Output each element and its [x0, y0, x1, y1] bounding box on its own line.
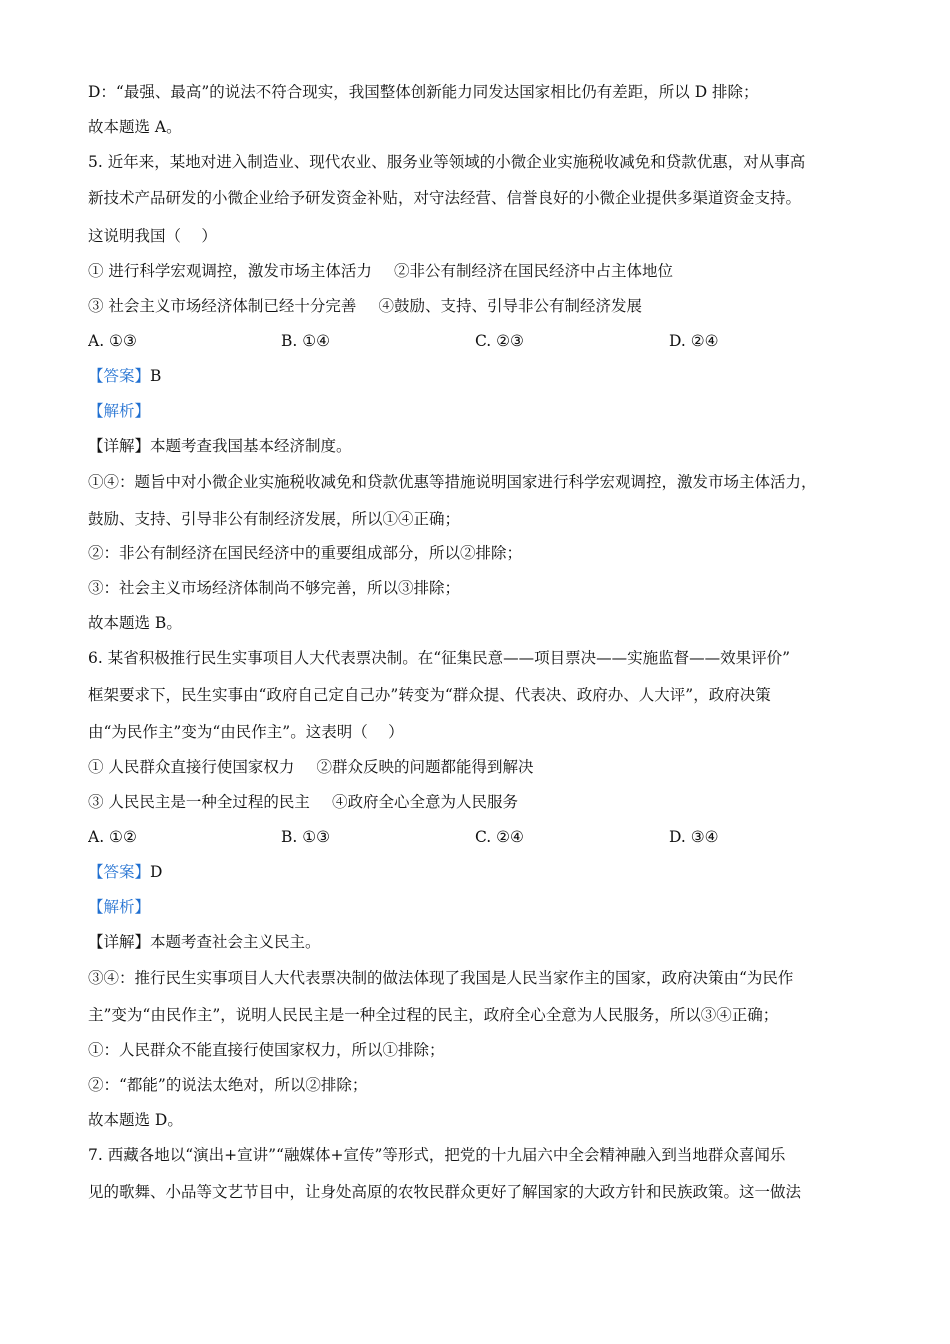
q5-statements-3-4 — [88, 294, 868, 318]
q6-statement-2: ②群众反映的问题都能得到解决 — [316, 758, 534, 776]
q6-conclusion: 故本题选 D。 — [88, 1111, 183, 1129]
q5-option-b: B. ①④ — [281, 332, 331, 350]
q6-stem-line-1: 6. 某省积极推行民生实事项目人大代表票决制。在“征集民意——项目票决——实施监督——效果评价” — [88, 649, 791, 667]
q5-statement-4: ④鼓励、支持、引导非公有制经济发展 — [378, 297, 642, 315]
q6-detail-3: 主”变为“由民作主”，说明人民民主是一种全过程的民主，政府全心全意为人民服务，所以③④正确； — [88, 1006, 779, 1024]
q5-stem-line-2: 新技术产品研发的小微企业给予研发资金补贴，对守法经营、信誉良好的小微企业提供多渠道资金支持。 — [88, 189, 802, 207]
q5-detail-5: ③：社会主义市场经济体制尚不够完善，所以③排除； — [88, 579, 461, 597]
q6-detail-5: ②：“都能”的说法太绝对，所以②排除； — [88, 1076, 368, 1094]
q5-conclusion: 故本题选 B。 — [88, 614, 182, 632]
q5-answer — [88, 364, 868, 388]
q5-detail-4: ②：非公有制经济在国民经济中的重要组成部分，所以②排除； — [88, 544, 523, 562]
q5-stem-line-3: 这说明我国（ ） — [88, 227, 217, 245]
prev-conclusion: 故本题选 A。 — [88, 118, 182, 136]
q5-option-c: C. ②③ — [475, 332, 524, 350]
q6-stem-line-2: 框架要求下，民生实事由“政府自己定自己办”转变为“群众提、代表决、政府办、人大评”，政府决策 — [88, 686, 771, 704]
q5-answer-value: B — [150, 367, 162, 385]
q6-answer-tag: 【答案】 — [88, 863, 151, 881]
q6-option-b: B. ①③ — [281, 828, 331, 846]
q5-answer-tag: 【答案】 — [88, 367, 151, 385]
q5-option-d: D. ②④ — [669, 332, 719, 350]
q5-statements-1-2 — [88, 259, 868, 283]
q5-stem-line-1: 5. 近年来，某地对进入制造业、现代农业、服务业等领域的小微企业实施税收减免和贷款优惠，对从事高 — [88, 153, 806, 171]
q6-analysis-tag: 【解析】 — [88, 898, 151, 916]
q6-statement-4: ④政府全心全意为人民服务 — [331, 793, 518, 811]
q5-statement-1: ① 进行科学宏观调控，激发市场主体活力 — [88, 262, 372, 280]
q6-statement-1: ① 人民群众直接行使国家权力 — [88, 758, 295, 776]
q5-option-a: A. ①③ — [88, 332, 137, 350]
q6-options — [88, 825, 868, 849]
q6-answer — [88, 860, 868, 884]
q5-detail-2: ①④：题旨中对小微企业实施税收减免和贷款优惠等措施说明国家进行科学宏观调控，激发市场主体活力， — [88, 473, 817, 491]
q5-statement-2: ②非公有制经济在国民经济中占主体地位 — [393, 262, 673, 280]
q7-stem-line-2: 见的歌舞、小品等文艺节目中，让身处高原的农牧民群众更好了解国家的大政方针和民族政策。这一做法 — [88, 1183, 802, 1201]
q6-stem-line-3: 由“为民作主”变为“由民作主”。这表明（ ） — [88, 723, 404, 741]
q6-option-d: D. ③④ — [669, 828, 719, 846]
q6-option-a: A. ①② — [88, 828, 137, 846]
q6-detail-4: ①：人民群众不能直接行使国家权力，所以①排除； — [88, 1041, 445, 1059]
prev-option-d-explanation: D：“最强、最高”的说法不符合现实，我国整体创新能力同发达国家相比仍有差距，所以 D 排除； — [88, 83, 759, 101]
q5-options — [88, 329, 868, 353]
q5-detail-1: 【详解】本题考查我国基本经济制度。 — [88, 437, 352, 455]
q6-answer-value: D — [150, 863, 163, 881]
q6-statement-3: ③ 人民民主是一种全过程的民主 — [88, 793, 310, 811]
q6-detail-2: ③④：推行民生实事项目人大代表票决制的做法体现了我国是人民当家作主的国家，政府决策由“为民作 — [88, 969, 794, 987]
q6-detail-1: 【详解】本题考查社会主义民主。 — [88, 933, 321, 951]
q6-statements-3-4 — [88, 790, 868, 814]
q7-stem-line-1: 7. 西藏各地以“演出+宣讲”“融媒体+宣传”等形式，把党的十九届六中全会精神融入到当地群众喜闻乐 — [88, 1146, 786, 1164]
q6-option-c: C. ②④ — [475, 828, 524, 846]
q5-statement-3: ③ 社会主义市场经济体制已经十分完善 — [88, 297, 357, 315]
q5-analysis-tag: 【解析】 — [88, 402, 151, 420]
q5-detail-3: 鼓励、支持、引导非公有制经济发展，所以①④正确； — [88, 510, 461, 528]
q6-statements-1-2 — [88, 755, 868, 779]
